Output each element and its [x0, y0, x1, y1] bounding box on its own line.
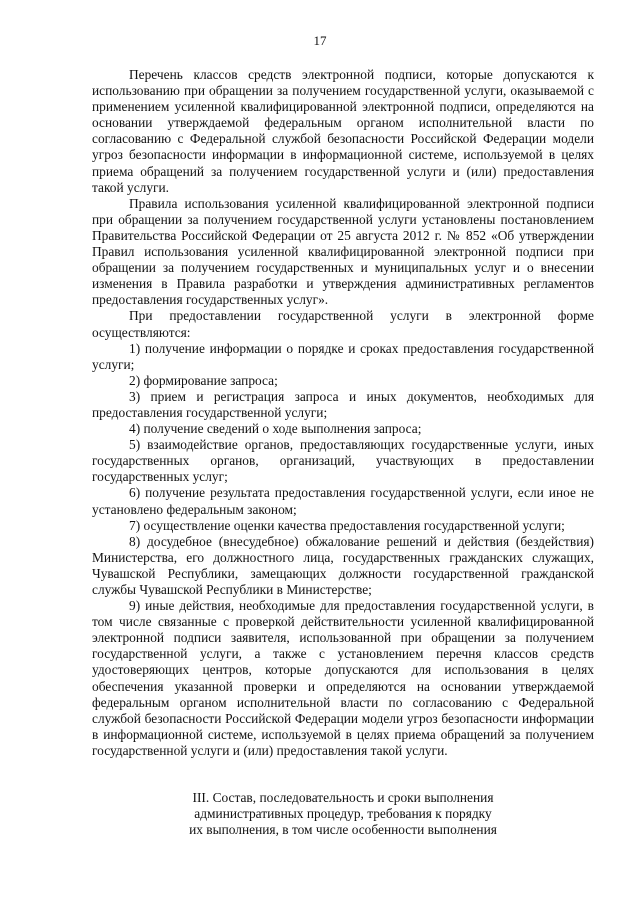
paragraph-electronic-form-intro: При предоставлении государственной услуги в электронной форме осуществляются: — [92, 308, 594, 340]
list-item-1: 1) получение информации о порядке и сроках предоставления государственной услуги; — [92, 340, 594, 372]
section-heading-line-3: их выполнения, в том числе особенности выполнения — [189, 822, 497, 838]
paragraph-signature-rules: Правила использования усиленной квалифицированной электронной подписи при обращении за получением государственной услуги установлены постановлением Правительства Российской Федерации от 25 августа 2012 г. № 852 «Об утверждении Правил использования усиленной квалифицированной электронной подписи при обращении за получением государственных и муниципальных услуг и о внесении изменения в Правила разработки и утверждения административных регламентов предоставления государственных услуг». — [92, 195, 594, 308]
list-item-8: 8) досудебное (внесудебное) обжалование решений и действия (бездействия) Министерства, его должностного лица, государственных гражданских служащих, Чувашской Республики, замещающих должности государственной гражданской службы Чувашской Республики в Министерстве; — [92, 533, 594, 597]
section-heading-line-2: административных процедур, требования к порядку — [194, 806, 492, 822]
page-number: 17 — [313, 33, 327, 48]
list-item-2: 2) формирование запроса; — [129, 372, 278, 388]
section-heading — [92, 790, 594, 838]
paragraph-signature-classes: Перечень классов средств электронной подписи, которые допускаются к использованию при обращении за получением государственной услуги, оказываемой с применением усиленной квалифицированной электронной подписи, определяются на основании утверждаемой федеральным органом исполнительной власти по согласованию с Федеральной службой безопасности Российской Федерации модели угроз безопасности информации в информационной системе, используемой в целях приема обращений за получением государственной услуги и (или) предоставления такой услуги. — [92, 67, 594, 195]
list-item-4: 4) получение сведений о ходе выполнения запроса; — [129, 421, 422, 437]
list-item-5: 5) взаимодействие органов, предоставляющих государственные услуги, иных государственных органов, организаций, участвующих в предоставлении государственных услуг; — [92, 437, 594, 485]
section-heading-line-1: III. Состав, последовательность и сроки выполнения — [192, 790, 494, 805]
document-body — [92, 67, 594, 759]
list-item-9: 9) иные действия, необходимые для предоставления государственной услуги, в том числе связанные с проверкой действительности усиленной квалифицированной электронной подписи заявителя, использованной при обращении за получением государственной услуги, а также с установлением перечня классов средств удостоверяющих центров, которые допускаются для использования в целях обеспечения указанной проверки и определяются на основании утверждаемой федеральным органом исполнительной власти по согласованию с Федеральной службой безопасности Российской Федерации модели угроз безопасности информации в информационной системе, используемой в целях приема обращений за получением государственной услуги и (или) предоставления такой услуги. — [92, 598, 594, 758]
list-item-6: 6) получение результата предоставления государственной услуги, если иное не установлено федеральным законом; — [92, 485, 594, 517]
list-item-7: 7) осуществление оценки качества предоставления государственной услуги; — [129, 517, 565, 533]
list-item-3: 3) прием и регистрация запроса и иных документов, необходимых для предоставления государственной услуги; — [92, 388, 594, 420]
